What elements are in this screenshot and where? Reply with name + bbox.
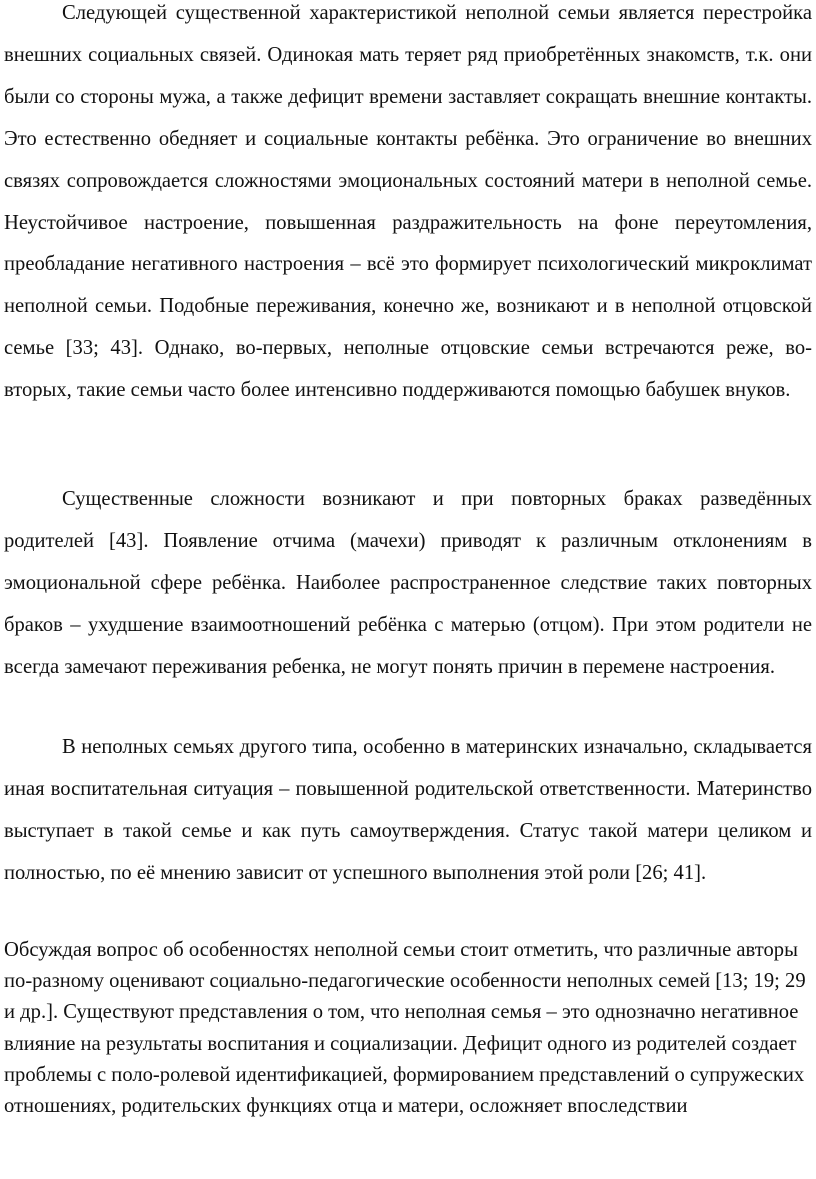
paragraph-block-1	[4, 0, 812, 412]
paragraph-4: Обсуждая вопрос об особенностях неполной семьи стоит отметить, что различные авторы по-разному оценивают социально-педагогические особенности неполных семей [13; 19; 29 и др.]. Существуют представления о том, что неполная семья – это однозначно негативное влияние на результаты воспитания и социализации. Дефицит одного из родителей создает проблемы с поло-ролевой идентификацией, формированием представлений о супружеских отношениях, родительских функциях отца и матери, осложняет впоследствии	[4, 939, 806, 1118]
paragraph-3: В неполных семьях другого типа, особенно в материнских изначально, складывается иная воспитательная ситуация – повышенной родительской ответственности. Материнство выступает в такой семье и как путь самоутверждения. Статус такой матери целиком и полностью, по её мнению зависит от успешного выполнения этой роли [26; 41].	[4, 736, 812, 884]
paragraph-1: Следующей существенной характеристикой неполной семьи является перестройка внешних социальных связей. Одинокая мать теряет ряд приобретённых знакомств, т.к. они были со стороны мужа, а также дефицит времени заставляет сокращать внешние контакты. Это естественно обедняет и социальные контакты ребёнка. Это ограничение во внешних связях сопровождается сложностями эмоциональных состояний матери в неполной семье. Неустойчивое настроение, повышенная раздражительность на фоне переутомления, преобладание негативного настроения – всё это формирует психологический микроклимат неполной семьи. Подобные переживания, конечно же, возникают и в неполной отцовской семье [33; 43]. Однако, во-первых, неполные отцовские семьи встречаются реже, во-вторых, такие семьи часто более интенсивно поддерживаются помощью бабушек внуков.	[4, 2, 812, 402]
paragraph-block-3	[4, 727, 812, 895]
paragraph-2: Существенные сложности возникают и при повторных браках разведённых родителей [43]. Появление отчима (мачехи) приводят к различным отклонениям в эмоциональной сфере ребёнка. Наиболее распространенное следствие таких повторных браков – ухудшение взаимоотношений ребёнка с матерью (отцом). При этом родители не всегда замечают переживания ребенка, не могут понять причин в перемене настроения.	[4, 488, 812, 678]
paragraph-block-2	[4, 479, 812, 689]
